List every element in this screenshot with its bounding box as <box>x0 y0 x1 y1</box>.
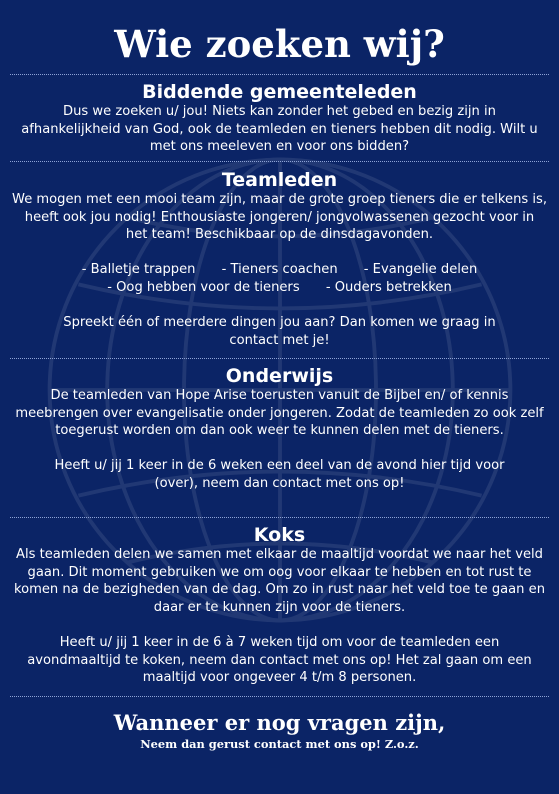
role-item: - Ouders betrekken <box>325 279 452 295</box>
section-heading: Teamleden <box>221 169 338 191</box>
page-title: Wie zoeken wij? <box>114 22 445 66</box>
footer-subtitle: Neem dan gerust contact met ons op! Z.o.z. <box>140 737 419 751</box>
section-text: Dus we zoeken u/ jou! Niets kan zonder het gebed en bezig zijn in afhankelijkheid van God, ook de teamleden en tieners hebben dit nodig. Wilt u met ons meeleven en voor ons bidden? <box>21 104 538 155</box>
footer <box>12 697 547 752</box>
section-closing: Spreekt één of meerdere dingen jou aan? Dan komen we graag in contact met je! <box>63 315 496 348</box>
section-koks <box>12 518 547 696</box>
section-onderwijs <box>12 359 547 517</box>
section-closing: Heeft u/ jij 1 keer in de 6 weken een deel van de avond hier tijd voor (over), neem dan contact met ons op! <box>54 458 505 491</box>
role-item: - Tieners coachen <box>221 262 338 278</box>
footer-title: Wanneer er nog vragen zijn, <box>113 710 446 735</box>
section-teamleden <box>12 162 547 358</box>
section-text: We mogen met een mooi team zijn, maar de grote groep tieners die er telkens is, heeft ook jou nodig! Enthousiaste jongeren/ jongvolwassenen gezocht voor in het team! Beschikbaar op de dinsdagavonden. <box>12 192 547 243</box>
role-item: - Oog hebben voor de tieners <box>107 279 300 295</box>
section-text: De teamleden van Hope Arise toerusten vanuit de Bijbel en/ of kennis meebrengen over evangelisatie onder jongeren. Zodat de teamleden zo ook zelf toegerust worden om dan ook weer te kunnen delen met de tieners. <box>15 388 544 439</box>
section-heading: Onderwijs <box>225 365 334 387</box>
section-closing: Heeft u/ jij 1 keer in de 6 à 7 weken tijd om voor de teamleden een avondmaaltijd te koken, neem dan contact met ons op! Het zal gaan om een maaltijd voor ongeveer 4 t/m 8 personen. <box>27 634 532 686</box>
section-heading: Biddende gemeenteleden <box>142 81 417 103</box>
role-item: - Evangelie delen <box>363 262 478 278</box>
section-heading: Koks <box>253 524 306 546</box>
role-list <box>12 261 547 296</box>
role-item: - Balletje trappen <box>81 262 196 278</box>
section-biddende-gemeenteleden <box>12 75 547 161</box>
section-text: Als teamleden delen we samen met elkaar de maaltijd voordat we naar het veld gaan. Dit moment gebruiken we om oog voor elkaar te hebben en tot rust te komen na de bezigheden van de dag. Om zo in rust naar het veld toe te gaan en daar er te kunnen zijn voor de tieners. <box>13 547 546 615</box>
